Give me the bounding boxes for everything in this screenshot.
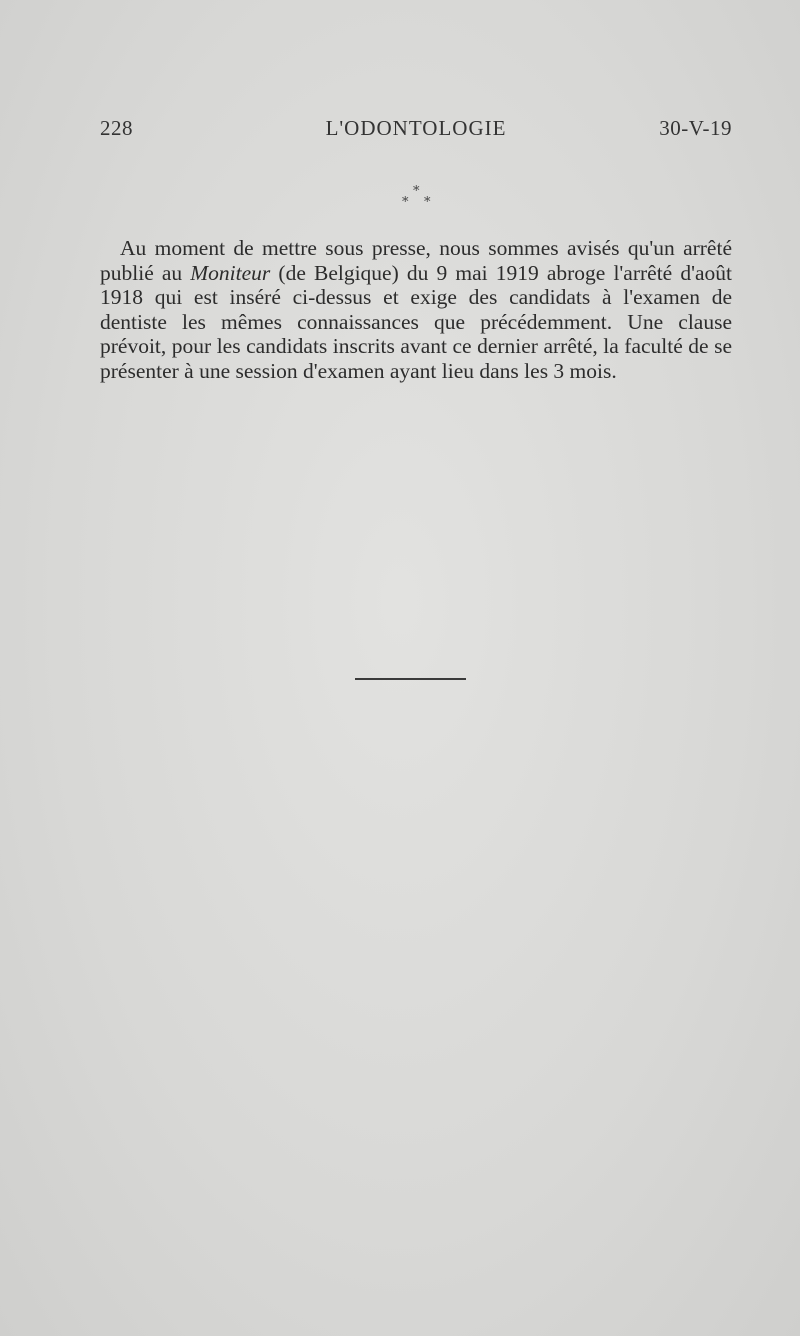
issue-date: 30-V-19	[659, 116, 732, 140]
newspaper-title: Moniteur	[190, 260, 271, 285]
journal-title: L'ODONTOLOGIE	[325, 116, 507, 140]
asterisk-right: *	[424, 195, 431, 210]
asterism-separator	[380, 184, 460, 218]
article-body	[100, 236, 732, 383]
running-header	[100, 116, 732, 146]
paragraph-text-end: (de Belgique) du 9 mai 1919 abroge l'arrêté d'août 1918 qui est inséré ci-dessus et exige des candidats à l'examen de dentiste les mêmes connaissances que précédemment. Une clause prévoit, pour les candidats inscrits avant ce dernier arrêté, la faculté de se présenter à une session d'examen ayant lieu dans les 3 mois.	[100, 260, 732, 383]
article-paragraph	[100, 236, 732, 383]
asterisk-left: *	[402, 195, 409, 210]
paragraph-text-start: Au moment de mettre sous presse, nous sommes avisés qu'un arrêté publié au	[100, 236, 732, 285]
asterisk-top: *	[413, 184, 420, 199]
end-rule-divider	[355, 678, 466, 680]
page-number: 228	[100, 116, 133, 140]
